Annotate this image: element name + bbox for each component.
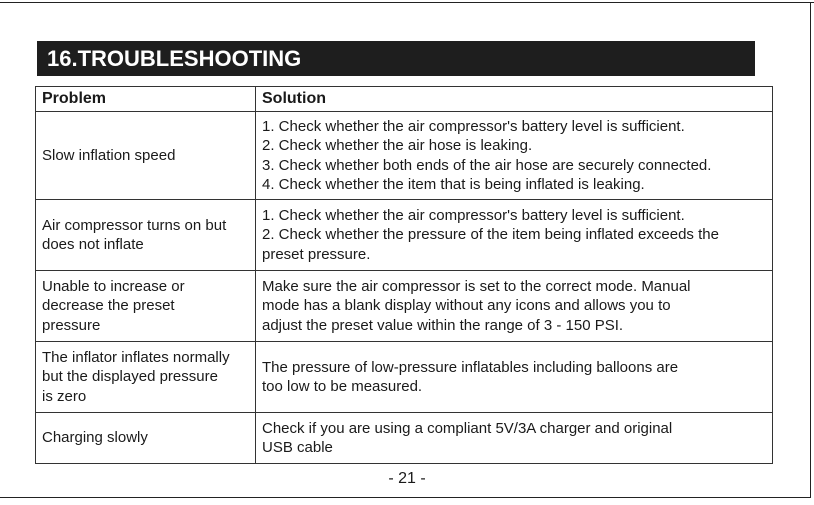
solution-line: Make sure the air compressor is set to the correct mode. Manual: [262, 277, 691, 295]
problem-cell: [36, 342, 256, 413]
table-row: [36, 200, 773, 271]
solution-line: too low to be measured.: [262, 378, 423, 395]
problem-line: Air compressor turns on but: [42, 216, 227, 234]
problem-line: but the displayed pressure: [42, 368, 218, 386]
page-number: - 21 -: [388, 470, 426, 487]
solution-line: 2. Check whether the air hose is leaking.: [262, 137, 533, 154]
solution-line: USB cable: [262, 439, 333, 456]
section-title: 16.TROUBLESHOOTING: [37, 41, 755, 76]
solution-line: 1. Check whether the air compressor's battery level is sufficient.: [262, 206, 685, 224]
solution-line: 1. Check whether the air compressor's battery level is sufficient.: [262, 117, 685, 135]
problem-line: Charging slowly: [42, 429, 148, 447]
problem-line: Slow inflation speed: [42, 146, 176, 164]
solution-cell: [256, 200, 773, 271]
solution-line: 3. Check whether both ends of the air hose are securely connected.: [262, 156, 712, 174]
troubleshooting-table: [35, 86, 773, 464]
solution-line: Check if you are using a compliant 5V/3A charger and original: [262, 419, 673, 437]
table-row: [36, 271, 773, 342]
page-border-top: [0, 2, 814, 3]
problem-line: is zero: [42, 387, 87, 405]
table-row: [36, 342, 773, 413]
page-border-bottom: [0, 497, 811, 498]
problem-line: The inflator inflates normally: [42, 348, 230, 366]
header-problem: Problem: [36, 87, 256, 112]
page-border-right: [810, 2, 811, 497]
table-row: [36, 112, 773, 200]
problem-cell: [36, 112, 256, 200]
problem-line: Unable to increase or: [42, 277, 185, 295]
table-row: [36, 413, 773, 464]
problem-line: pressure: [42, 316, 101, 334]
problem-cell: [36, 413, 256, 464]
solution-line: adjust the preset value within the range of 3 - 150 PSI.: [262, 316, 624, 334]
table-header-row: [36, 87, 773, 112]
solution-cell: [256, 413, 773, 464]
problem-cell: [36, 200, 256, 271]
problem-cell: [36, 271, 256, 342]
solution-line: 4. Check whether the item that is being inflated is leaking.: [262, 176, 645, 193]
solution-cell: [256, 112, 773, 200]
problem-line: decrease the preset: [42, 297, 175, 315]
solution-line: 2. Check whether the pressure of the item being inflated exceeds the: [262, 226, 719, 244]
header-solution: Solution: [256, 87, 773, 112]
problem-line: does not inflate: [42, 236, 144, 253]
solution-line: preset pressure.: [262, 245, 371, 263]
solution-line: mode has a blank display without any icons and allows you to: [262, 297, 671, 315]
solution-cell: [256, 342, 773, 413]
solution-line: The pressure of low-pressure inflatables including balloons are: [262, 358, 679, 376]
solution-cell: [256, 271, 773, 342]
